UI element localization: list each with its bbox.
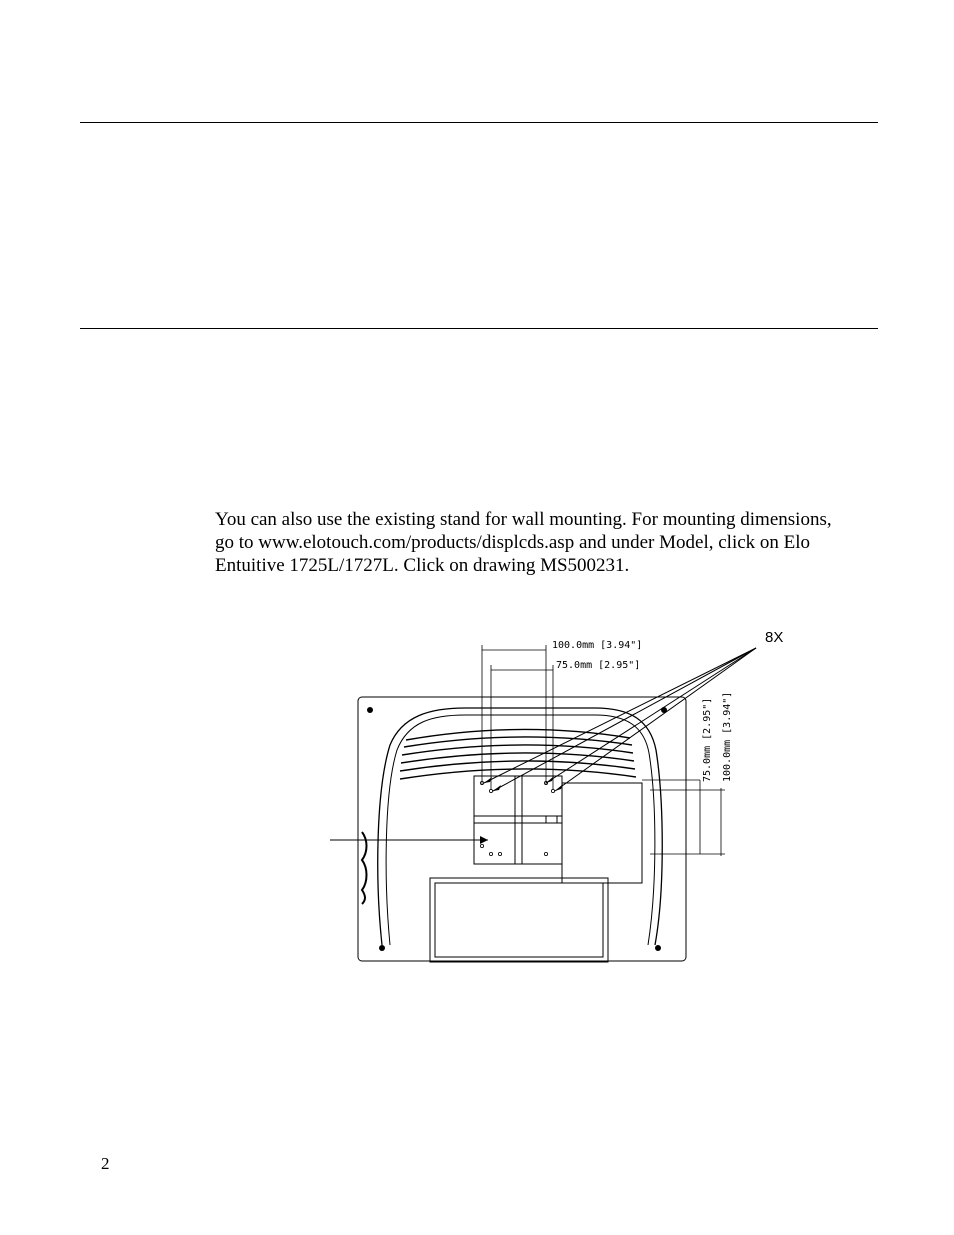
wall-mount-drawing — [320, 620, 800, 970]
dimension-lines — [482, 645, 725, 856]
top-rule — [80, 122, 878, 123]
paragraph-line: Entuitive 1725L/1727L. Click on drawing MS500231. — [215, 555, 630, 576]
dim-label-h-outer: 100.0mm [3.94"] — [552, 640, 643, 651]
page-number: 2 — [101, 1154, 110, 1173]
dim-label-v-inner: 75.0mm [2.95"] — [702, 697, 713, 782]
side-connector — [362, 832, 367, 904]
vent-slots — [400, 729, 636, 779]
stand-base — [430, 878, 608, 962]
mounting-holes — [480, 781, 554, 855]
paragraph-line: You can also use the existing stand for wall mounting. For mounting dimensions, — [215, 509, 832, 530]
section-rule — [80, 328, 878, 329]
dim-label-v-outer: 100.0mm [3.94"] — [722, 691, 733, 782]
body-paragraph — [215, 508, 915, 577]
dim-label-h-inner: 75.0mm [2.95"] — [556, 660, 641, 671]
vesa-plate — [474, 776, 562, 864]
callout-8x: 8X — [765, 629, 784, 646]
paragraph-line: go to www.elotouch.com/products/displcds.asp and under Model, click on Elo — [215, 532, 811, 553]
